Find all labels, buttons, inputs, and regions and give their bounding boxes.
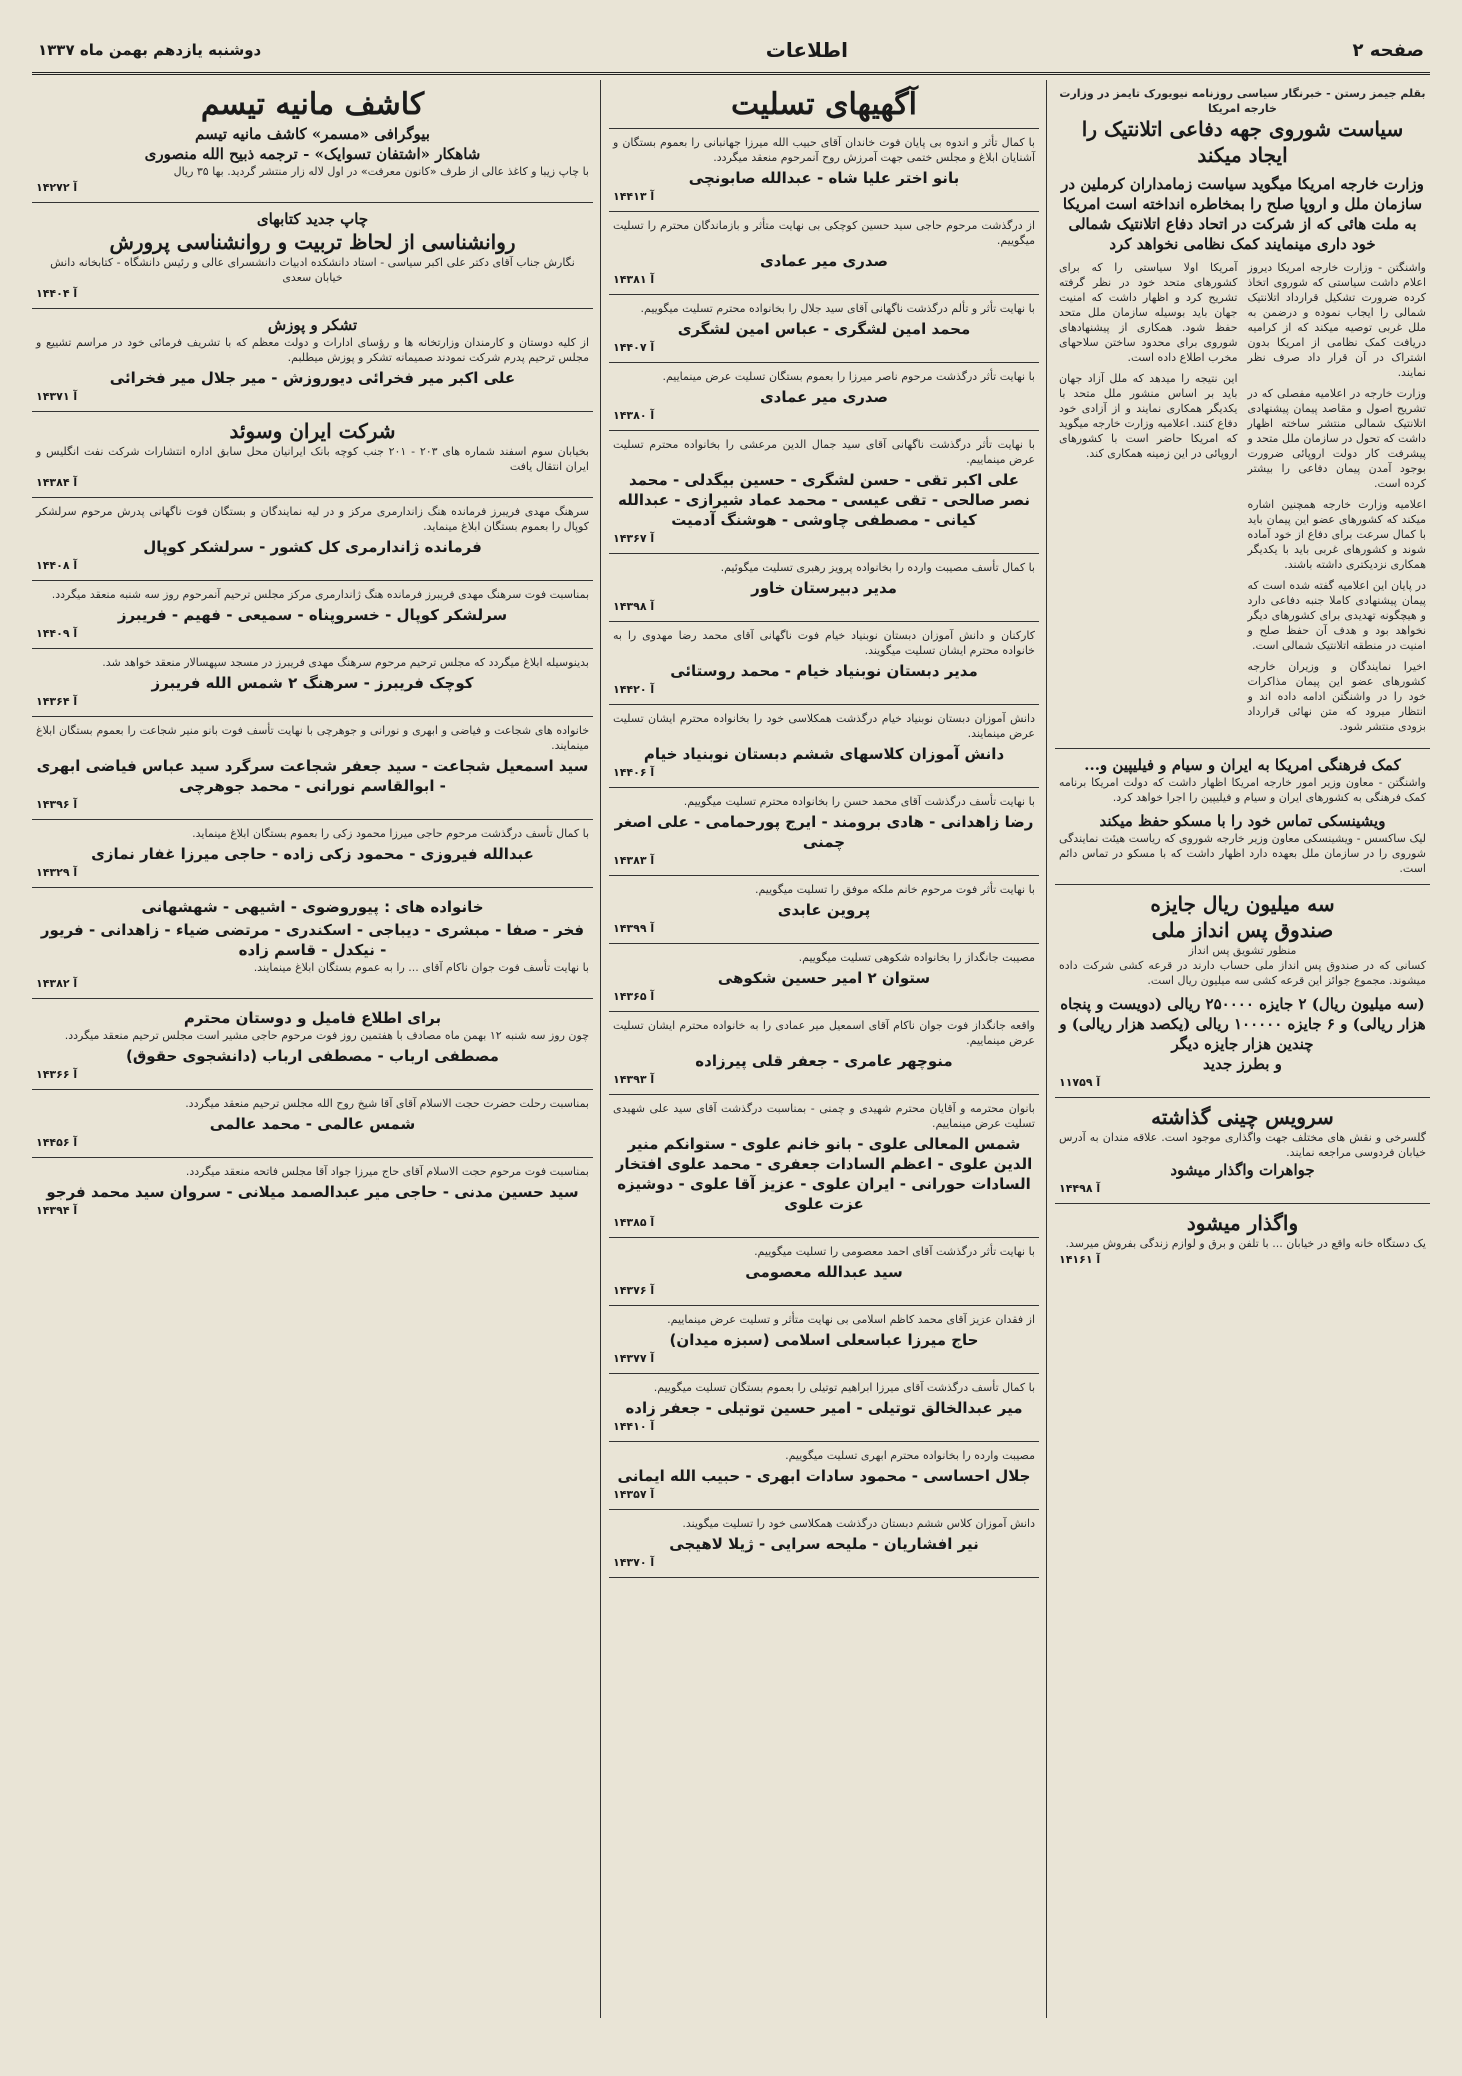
article-paragraph: اعلامیه وزارت خارجه همچنین اشاره میکند که کشورهای عضو این پیمان باید با کمال سرعت برای دفاع از خود آماده شوند و کشورهای غربی باید با یکدیگر همکاری نزدیکتری داشته باشند.: [1247, 498, 1426, 571]
notice-signature: مدیر دبستان نوبنیاد خیام - محمد روستائی: [670, 662, 978, 680]
notice-signature: جلال احساسی - محمود سادات ابهری - حبیب الله ایمانی: [617, 1467, 1031, 1485]
condolence-column: [609, 80, 1039, 2018]
ad-headline: سرویس چینی گذاشته: [1151, 1105, 1334, 1129]
condolence-notice: [609, 212, 1039, 295]
article-subcolumn-right: [1248, 260, 1427, 740]
notice-body: با نهایت تأثر درگذشت آقای احمد معصومی را تسلیت میگوییم.: [754, 1245, 1035, 1258]
ad-headline: تشکر و پوزش: [267, 316, 358, 334]
news-item-body: واشنگتن - معاون وزیر امور خارجه امریکا اظهار داشت که دولت امریکا برنامه کمک فرهنگی به کشورهای ایران و سیام و فیلیپین را اجرا خواهد کرد.: [1059, 776, 1426, 804]
condolence-notice: [609, 705, 1039, 788]
news-item-body: لیک ساکسس - ویشینسکی معاون وزیر خارجه شوروی که ریاست هیئت نمایندگی شوروی را در سازمان ملل بعهده دارد اظهار داشت که با مسکو در تماس دائم است.: [1059, 832, 1426, 875]
notice-body: با نهایت تأثر و تألم درگذشت ناگهانی آقای سید جلال را بخانواده محترم تسلیت میگوییم.: [640, 302, 1035, 315]
ad-body: بخیابان سوم اسفند شماره های ۲۰۳ - ۲۰۱ جنب کوچه بانک ایرانیان محل سابق اداره انتشارات شرکت نفت انگلیس و ایران انتقال یافت: [36, 445, 589, 473]
notice-code: ۱۴۳۸۰ آ: [613, 409, 655, 422]
ad-code: ۱۴۲۷۲ آ: [36, 181, 78, 194]
ad-code: ۱۴۴۰۹ آ: [36, 627, 78, 640]
ad-line: بیوگرافی «مسمر» کاشف مانیه تیسم: [195, 125, 430, 143]
notice-signature: میر عبدالخالق توتیلی - امیر حسین توتیلی - جعفر زاده: [625, 1399, 1023, 1417]
condolence-notice: [609, 554, 1039, 622]
ad-notice: [32, 999, 593, 1090]
ads-column: [32, 80, 593, 2018]
ad-footer: و بطرز جدید: [1203, 1055, 1282, 1073]
notice-signature: پروین عابدی: [777, 901, 871, 919]
ad-headline: کاشف مانیه تیسم: [200, 87, 425, 122]
ad-body: از کلیه دوستان و کارمندان وزارتخانه ها و رؤسای ادارات و دولت معظم که با تشریف فرمائی خود در مراسم تشییع و مجلس ترحیم پدرم شرکت نمودند صمیمانه تشکر و پوزش میطلبم.: [36, 336, 589, 364]
article-paragraph: این نتیجه را میدهد که ملل آزاد جهان باید بر اساس منشور ملل متحد با یکدیگر همکاری نمایند و از آزادی خود دفاع کنند. اعلامیه وزارت خارجه میگوید که امریکا حاضر است با کشورهای اروپائی در این زمینه همکاری کند.: [1059, 372, 1238, 460]
ad-for-transfer: [1055, 1204, 1430, 1274]
ad-code: ۱۴۳۶۶ آ: [36, 1068, 78, 1081]
ad-tagline: منظور تشویق پس انداز: [1188, 944, 1297, 957]
ad-notice: [32, 649, 593, 717]
article-paragraph: وزارت خارجه در اعلامیه مفصلی که در تشریح اصول و مقاصد پیمان پیشنهادی اتلانتیک شمالی منتشر ساخته اظهار داشت که تحول در سازمان ملل متحد و پیشرفت کار دولت اروپائی ضرورت بوجود آمدن پیمان دفاعی را بیشتر کرده است.: [1247, 387, 1426, 490]
ad-subheadline: جواهرات واگذار میشود: [1170, 1161, 1315, 1179]
notice-signature: بانو اختر علیا شاه - عبدالله صابونچی: [688, 169, 960, 187]
notice-signature: صدری میر عمادی: [759, 388, 889, 406]
condolence-header: [609, 80, 1039, 129]
notice-code: ۱۴۳۹۸ آ: [613, 600, 655, 613]
notice-code: ۱۴۴۱۳ آ: [613, 190, 655, 203]
ad-signature: سرلشکر کوپال - خسروپناه - سمیعی - فهیم - فریبرز: [117, 606, 508, 624]
notice-code: ۱۴۳۷۷ آ: [613, 1352, 655, 1365]
condolence-notice: [609, 431, 1039, 554]
notice-body: از درگذشت مرحوم حاجی سید حسین کوچکی بی نهایت متأثر و بازماندگان محترم را تسلیت میگوییم.: [613, 219, 1035, 247]
page-number: صفحه ۲: [1352, 39, 1424, 61]
ad-body: با نهایت تأسف فوت جوان ناکام آقای ... را به عموم بستگان ابلاغ مینمایند.: [253, 961, 589, 974]
ad-headline: شرکت ایران وسوئد: [229, 419, 396, 443]
notice-body: مصیبت جانگداز را بخانواده شکوهی تسلیت میگوییم.: [798, 951, 1035, 964]
ad-body: نگارش جناب آقای دکتر علی اکبر سیاسی - استاد دانشکده ادبیات دانشسرای عالی و رئیس دانشگاه - کتابخانه دانش خیابان سعدی: [50, 256, 575, 284]
newspaper-name: اطلاعات: [765, 38, 848, 62]
notice-body: با نهایت تأثر درگذشت مرحوم ناصر میرزا را بعموم بستگان تسلیت عرض مینماییم.: [662, 370, 1035, 383]
article-subcolumn-left: [1059, 260, 1238, 740]
notice-body: با نهایت تأثر فوت مرحوم خانم ملکه موفق را تسلیت میگوییم.: [754, 883, 1035, 896]
ad-signature: مصطفی ارباب - مصطفی ارباب (دانشجوی حقوق): [126, 1047, 499, 1065]
condolence-list: [609, 129, 1039, 1578]
ad-book-psychology: [32, 203, 593, 309]
news-item-cultural-aid: [1055, 749, 1430, 885]
ad-headline: خانواده های : پیوروضوی - اشیهی - شهشهانی: [141, 898, 484, 916]
notice-signature: صدری میر عمادی: [759, 252, 889, 270]
notice-code: ۱۴۳۶۷ آ: [613, 532, 655, 545]
notice-code: ۱۴۳۸۳ آ: [613, 854, 655, 867]
ad-body: بمناسبت رحلت حضرت حجت الاسلام آقای آقا شیخ روح الله مجلس ترحیم منعقد میگردد.: [185, 1097, 589, 1110]
news-article: [1055, 80, 1430, 749]
ad-notice: [32, 498, 593, 581]
notice-code: ۱۴۴۰۷ آ: [613, 341, 655, 354]
ad-code: ۱۴۴۰۴ آ: [36, 287, 78, 300]
ad-code: ۱۴۳۲۹ آ: [36, 866, 78, 879]
ad-body: بمناسبت فوت مرحوم حجت الاسلام آقای حاج میرزا جواد آقا مجلس فاتحه منعقد میگردد.: [185, 1165, 589, 1178]
notice-signature: دانش آموزان کلاسهای ششم دبستان نوبنیاد خیام: [643, 745, 1005, 763]
ad-signature: کوچک فریبرز - سرهنگ ۲ شمس الله فریبرز: [151, 674, 474, 692]
notice-body: از فقدان عزیز آقای محمد کاظم اسلامی بی نهایت متأثر و تسلیت عرض مینماییم.: [667, 1313, 1035, 1326]
ad-notice: [32, 1158, 593, 1225]
newspaper-page: [32, 28, 1430, 2018]
notice-body: با کمال تأسف درگذشت آقای میرزا ابراهیم توتیلی را بعموم بستگان تسلیت میگوییم.: [653, 1381, 1035, 1394]
ad-line: شاهکار «اشتفان تسوایک» - ترجمه ذبیح الله منصوری: [144, 145, 481, 163]
notice-signature: منوچهر عامری - جعفر قلی پیرزاده: [695, 1052, 953, 1070]
ad-body: چون روز سه شنبه ۱۲ بهمن ماه مصادف با هفتمین روز فوت مرحوم حاجی مشیر است مجلس ترحیم منعقد میگردد.: [64, 1029, 589, 1042]
ad-notice: [32, 820, 593, 888]
ad-signature: عبدالله فیروزی - محمود زکی زاده - حاجی میرزا غفار نمازی: [91, 845, 534, 863]
article-byline: بقلم جیمز رستن - خبرنگار سیاسی روزنامه نیویورک تایمز در وزارت خارجه امریکا: [1059, 87, 1426, 115]
article-headline: سیاست شوروی جهه دفاعی اتلانتیک را ایجاد میکند: [1081, 117, 1404, 167]
notice-body: بانوان محترمه و آقایان محترم شهیدی و چمنی - بمناسبت درگذشت آقای سید علی شهیدی تسلیت عرض مینماییم.: [613, 1102, 1035, 1130]
condolence-notice: [609, 363, 1039, 431]
notice-signature: محمد امین لشگری - عباس امین لشگری: [677, 320, 971, 338]
notice-body: واقعه جانگداز فوت جوان ناکام آقای اسمعیل میر عمادی را به خانواده محترم ایشان تسلیت عرض مینماییم.: [613, 1019, 1035, 1047]
condolence-notice: [609, 129, 1039, 212]
condolence-notice: [609, 1374, 1039, 1442]
notice-code: ۱۴۳۵۷ آ: [613, 1488, 655, 1501]
article-paragraph: در پایان این اعلامیه گفته شده است که پیمان پیشنهادی کاملا جنبه دفاعی دارد و هیچگونه تهدیدی برای کشورهای دیگر نخواهد بود و هدف آن حفظ صلح و امنیت در منطقه اتلانتیک شمالی است.: [1247, 579, 1426, 652]
ad-pretitle: چاپ جدید کتابهای: [256, 210, 369, 228]
ad-headline: سه میلیون ریال جایزه: [1150, 892, 1335, 916]
notice-code: ۱۴۳۸۱ آ: [613, 273, 655, 286]
ad-signature: سید اسمعیل شجاعت - سید جعفر شجاعت سرگرد سید عباس فیاضی ابهری - ابوالقاسم نورانی - محمد جوهرچی: [36, 757, 589, 795]
ad-signature: شمس عالمی - محمد عالمی: [209, 1115, 416, 1133]
ad-body: با چاپ زیبا و کاغذ عالی از طرف «کانون معرفت» در اول لاله زار منتشر گردید. بها ۳۵ ریال: [173, 165, 589, 178]
notice-code: ۱۴۳۹۹ آ: [613, 922, 655, 935]
ad-body: سرهنگ مهدی فریبرز فرمانده هنگ زاندارمری مرکز و در لیه نمایندگان و بستگان فوت ناگهانی پدرش مرحوم سرلشکر کوپال را بعموم بستگان ابلاغ مینماید.: [36, 505, 589, 533]
notice-body: کارکنان و دانش آموزان دبستان نوبنیاد خیام فوت ناگهانی آقای محمد رضا مهدوی را به خانواده محترم ایشان تسلیت میگویند.: [613, 629, 1035, 657]
notice-signature: نیر افشاریان - ملیحه سرایی - ژیلا لاهیجی: [669, 1535, 979, 1553]
condolence-notice: [609, 876, 1039, 944]
ad-notice: [32, 717, 593, 820]
notice-code: ۱۴۳۸۵ آ: [613, 1216, 655, 1229]
notice-body: با کمال تأسف مصیبت وارده را بخانواده پرویز رهبری تسلیت میگوئیم.: [720, 561, 1035, 574]
section-title: آگهیهای تسلیت: [731, 87, 917, 122]
condolence-notice: [609, 1306, 1039, 1374]
issue-date: دوشنبه یازدهم بهمن ماه ۱۳۳۷: [38, 41, 262, 59]
ad-headline: واگذار میشود: [1186, 1211, 1299, 1235]
ad-notice: [32, 1090, 593, 1158]
notice-signature: شمس المعالی علوی - بانو خانم علوی - ستوانکم منیر الدین علوی - اعظم السادات جعفری - محمد علوی افتخار السادات حورانی - ایران علوی - عزیز آقا علوی - دوشیزه عزت علوی: [615, 1135, 1033, 1213]
masthead: [32, 28, 1430, 75]
ad-headline: روانشناسی از لحاظ تربیت و روانشناسی پرورش: [109, 230, 516, 254]
notice-signature: علی اکبر تقی - حسن لشگری - حسین بیگدلی - محمد نصر صالحی - تقی عیسی - محمد عماد شیرازی - عبدالله کیانی - مصطفی چاوشی - هوشنگ آدمیت: [617, 471, 1030, 529]
ad-code: ۱۴۴۵۶ آ: [36, 1136, 78, 1149]
ad-notice: [32, 888, 593, 999]
notice-body: با نهایت تأثر درگذشت ناگهانی آقای سید جمال الدین مرعشی را بخانواده محترم تسلیت عرض مینماییم.: [613, 438, 1035, 466]
ad-notice: [32, 581, 593, 649]
notice-signature: حاج میرزا عباسعلی اسلامی (سبزه میدان): [669, 1331, 979, 1349]
ad-china-set: [1055, 1098, 1430, 1204]
ad-signature: فخر - صفا - مبشری - دیباجی - اسکندری - مرتضی ضیاء - زاهدانی - فریور - نیکدل - قاسم زاده: [40, 921, 585, 959]
notice-body: دانش آموزان کلاس ششم دبستان درگذشت همکلاسی خود را تسلیت میگویند.: [682, 1517, 1035, 1530]
notice-code: ۱۴۳۷۰ آ: [613, 1556, 655, 1569]
ad-code: ۱۴۳۹۴ آ: [36, 1204, 78, 1217]
notice-signature: سید عبدالله معصومی: [745, 1263, 903, 1281]
ad-body: یک دستگاه خانه واقع در خیابان ... با تلفن و برق و لوازم زندگی بفروش میرسد.: [1065, 1237, 1426, 1250]
ad-code: ۱۴۴۰۸ آ: [36, 559, 78, 572]
condolence-notice: [609, 1012, 1039, 1095]
ad-code: ۱۴۳۸۴ آ: [36, 476, 78, 489]
ad-book-mesmer: [32, 80, 593, 203]
ad-body: کسانی که در صندوق پس انداز ملی حساب دارند در قرعه کشی شرکت داده میشوند. مجموع جوائز این قرعه کشی سه میلیون ریال است.: [1059, 959, 1426, 987]
condolence-notice: [609, 1095, 1039, 1238]
notice-signature: مدیر دبیرستان خاور: [751, 579, 897, 597]
condolence-notice: [609, 1442, 1039, 1510]
article-paragraph: آمریکا اولا سیاستی را که برای کشورهای متحد خود در نظر گرفته تشریح کرد و اظهار داشت که امنیت جهان باید بوسیله سازمان ملل متحد حفظ شود. همکاری از پیشنهادهای شوروی برای محدود ساختن سلاحهای مخرب اطلاع داده است.: [1059, 261, 1238, 364]
ad-body: گلسرخی و نقش های مختلف جهت واگذاری موجود است. علاقه مندان به آدرس خیابان فردوسی مراجعه نمایند.: [1059, 1131, 1426, 1159]
ad-code: ۱۴۳۹۶ آ: [36, 798, 78, 811]
notice-signature: رضا زاهدانی - هادی برومند - ایرج پورحمامی - علی اصغر چمنی: [614, 813, 1034, 851]
notice-code: ۱۴۳۶۵ آ: [613, 990, 655, 1003]
ad-body: بدینوسیله ابلاغ میگردد که مجلس ترحیم مرحوم سرهنگ مهدی فریبرز در مسجد سپهسالار منعقد خواهد شد.: [102, 656, 589, 669]
notice-code: ۱۴۳۹۳ آ: [613, 1073, 655, 1086]
condolence-notice: [609, 622, 1039, 705]
notice-code: ۱۴۴۰۶ آ: [613, 766, 655, 779]
notice-body: با نهایت تأسف درگذشت آقای محمد حسن را بخانواده محترم تسلیت میگوییم.: [683, 795, 1035, 808]
news-item-subheadline: ویشینسکی تماس خود را با مسکو حفظ میکند: [1099, 812, 1386, 830]
ad-code: ۱۴۴۹۸ آ: [1059, 1182, 1101, 1195]
notice-code: ۱۴۳۷۶ آ: [613, 1284, 655, 1297]
ad-code: ۱۴۳۸۲ آ: [36, 977, 78, 990]
news-column: [1055, 80, 1430, 2018]
article-paragraph: واشنگتن - وزارت خارجه امریکا دیروز اعلام داشت سیاستی که شوروی اتخاذ کرده ضرورت تشکیل قرارداد اتلانتیک شمالی را ایجاب نموده و درضمن به ملل غربی توصیه میکند که از کرامیه دریافت کمک نظامی از امریکا بدون اشتراک در آن قرار داد صرف نظر نمایند.: [1247, 261, 1426, 379]
notice-code: ۱۴۴۲۰ آ: [613, 683, 655, 696]
notice-code: ۱۴۴۱۰ آ: [613, 1420, 655, 1433]
condolence-notice: [609, 944, 1039, 1012]
article-subcolumns: [1059, 260, 1426, 740]
ad-body: بمناسبت فوت سرهنگ مهدی فریبرز فرمانده هنگ ژاندارمری مرکز مجلس ترحیم آنمرحوم روز سه شنبه منعقد میگردد.: [51, 588, 589, 601]
notice-body: دانش آموزان دبستان نوبنیاد خیام درگذشت همکلاسی خود را بخانواده محترم ایشان تسلیت عرض مینمایند.: [613, 712, 1035, 740]
ad-signature: فرمانده ژاندارمری کل کشور - سرلشکر کوپال: [143, 538, 482, 556]
news-item-headline: کمک فرهنگی امریکا به ایران و سیام و فیلیپین و...: [1084, 756, 1401, 774]
ad-prizes: (سه میلیون ریال) ۲ جایزه ۲۵۰۰۰۰ ریالی (دویست و پنجاه هزار ریالی) و ۶ جایزه ۱۰۰۰۰۰ ریالی (یکصد هزار ریالی) و چندین هزار جایزه دیگر: [1059, 995, 1426, 1053]
notice-body: با کمال تأثر و اندوه بی پایان فوت خاندان آقای حبیب الله میرزا جهانبانی را بعموم بستگان و آشنایان ابلاغ و مجلس ختمی جهت آمرزش روح آنمرحوم منعقد میگردد.: [613, 136, 1035, 164]
ad-savings-prize: [1055, 885, 1430, 1098]
notice-signature: ستوان ۲ امیر حسین شکوهی: [717, 969, 931, 987]
condolence-notice: [609, 788, 1039, 876]
ad-code: ۱۱۷۵۹ آ: [1059, 1076, 1101, 1089]
ad-code: ۱۴۳۷۱ آ: [36, 390, 78, 403]
notice-body: مصیبت وارده را بخانواده محترم ابهری تسلیت میگوییم.: [785, 1449, 1035, 1462]
ad-thanks: [32, 309, 593, 412]
ad-body: با کمال تأسف درگذشت مرحوم حاجی میرزا محمود زکی را بعموم بستگان ابلاغ مینماید.: [192, 827, 589, 840]
ad-code: ۱۴۱۶۱ آ: [1059, 1253, 1101, 1266]
ad-code: ۱۴۳۶۴ آ: [36, 695, 78, 708]
condolence-notice: [609, 1510, 1039, 1578]
article-deck: وزارت خارجه امریکا میگوید سیاست زمامداران کرملین در سازمان ملل و اروپا صلح را بمخاطره انداخته است امریکا به ملت هائی که از شرکت در اتحاد دفاع اتلانتیک شمالی خود داری مینمایند کمک نظامی نخواهد کرد: [1061, 175, 1424, 253]
condolence-notice: [609, 295, 1039, 363]
condolence-notice: [609, 1238, 1039, 1306]
ad-signature: سید حسین مدنی - حاجی میر عبدالصمد میلانی - سروان سید محمد فرجو: [46, 1183, 579, 1201]
ad-company-move: [32, 412, 593, 498]
article-paragraph: اخیرا نمایندگان و وزیران خارجه کشورهای عضو این پیمان مذاکرات خود را در واشنگتن ادامه داده اند و انتظار میرود که متن نهائی قرارداد بزودی منتشر شود.: [1247, 660, 1426, 733]
ad-signature: علی اکبر میر فخرائی دیوروزش - میر جلال میر فخرائی: [109, 369, 516, 387]
ad-headline: برای اطلاع فامیل و دوستان محترم: [183, 1009, 442, 1027]
ad-subheadline: صندوق پس انداز ملی: [1151, 918, 1334, 942]
ad-body: خانواده های شجاعت و فیاضی و ابهری و نورانی و جوهرچی با نهایت تأسف فوت بانو منیر شجاعت را بعموم بستگان ابلاغ مینمایند.: [36, 724, 589, 752]
